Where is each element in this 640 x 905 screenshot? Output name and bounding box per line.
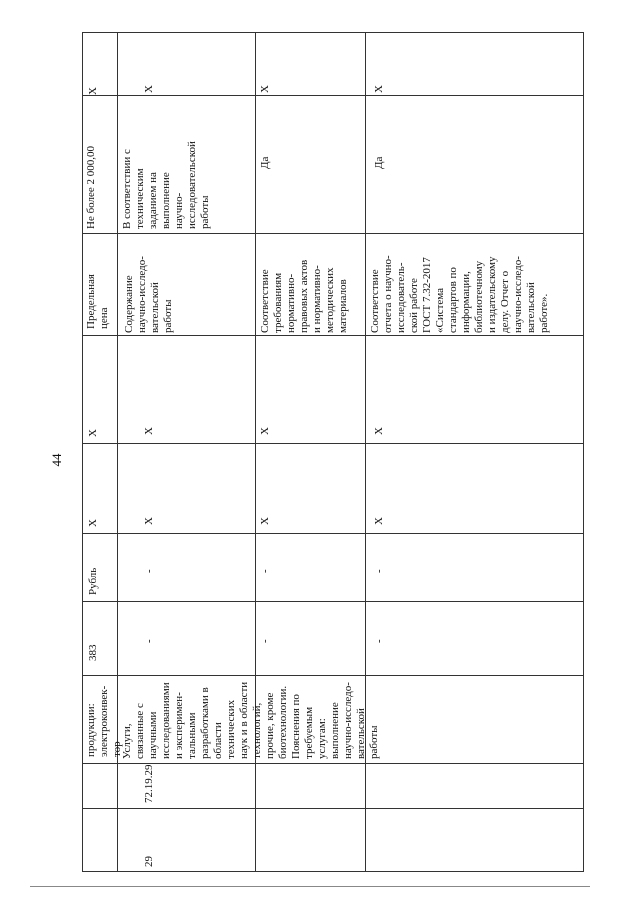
header-okei-code: 383 (87, 644, 99, 661)
row-x: X (373, 427, 385, 435)
row-okei-dash: - (373, 639, 385, 643)
row-divider (83, 675, 583, 676)
header-price-value: Не более 2 000,00 (85, 145, 97, 229)
row-divider (83, 233, 583, 234)
row-divider (83, 335, 583, 336)
row-unit-dash: - (373, 569, 385, 573)
header-x: X (87, 429, 99, 437)
row-divider (83, 601, 583, 602)
header-x: X (87, 87, 99, 95)
row-name: Услуги, связанные с научными исследованиями и эксперимен- тальными разработками в области технических наук и в области технологий, прочие, кроме биотехнологии. Пояснения по требуемым услугам: выполнение научно-исследо- вательской работы (121, 681, 380, 759)
header-unit: Рубль (87, 567, 99, 595)
row-x: X (373, 85, 385, 93)
row-okei-dash: - (259, 639, 271, 643)
row-unit-dash: - (259, 569, 271, 573)
row-x: X (143, 517, 155, 525)
page-bottom-rule (30, 886, 590, 887)
row-divider (83, 763, 583, 764)
row-char-1: Содержание научно-исследо- вательской работы (123, 256, 174, 333)
row-val-3: Да (373, 156, 385, 169)
row-char-3: Соответствие отчета о научно- исследователь- ской работе ГОСТ 7.32-2017 «Система стандартов по информации, библиотечному и издательскому делу. Отчет о научно-исследо- вательской работе». (369, 255, 550, 333)
row-char-2: Соответствие требованиям нормативно- правовых актов и нормативно- методических материалов (259, 259, 349, 333)
header-product-label: продукции: электроконвек- тор (85, 685, 123, 757)
row-x: X (143, 427, 155, 435)
header-x: X (87, 519, 99, 527)
page-number: 44 (49, 453, 64, 467)
row-unit-dash: - (143, 569, 155, 573)
row-x: X (259, 85, 271, 93)
row-code: 72.19.29 (143, 764, 155, 803)
row-x: X (143, 85, 155, 93)
row-divider (83, 808, 583, 809)
row-okei-dash: - (143, 639, 155, 643)
requirements-table (82, 32, 584, 872)
row-number: 29 (143, 856, 155, 867)
row-x: X (259, 517, 271, 525)
row-x: X (259, 427, 271, 435)
row-divider (83, 443, 583, 444)
row-val-1: В соответствии с техническим заданием на выполнение научно- исследовательской работы (121, 141, 211, 229)
row-x: X (373, 517, 385, 525)
row-divider (83, 533, 583, 534)
row-divider (83, 95, 583, 96)
row-val-2: Да (259, 156, 271, 169)
header-price-label: Предельная цена (85, 274, 110, 329)
